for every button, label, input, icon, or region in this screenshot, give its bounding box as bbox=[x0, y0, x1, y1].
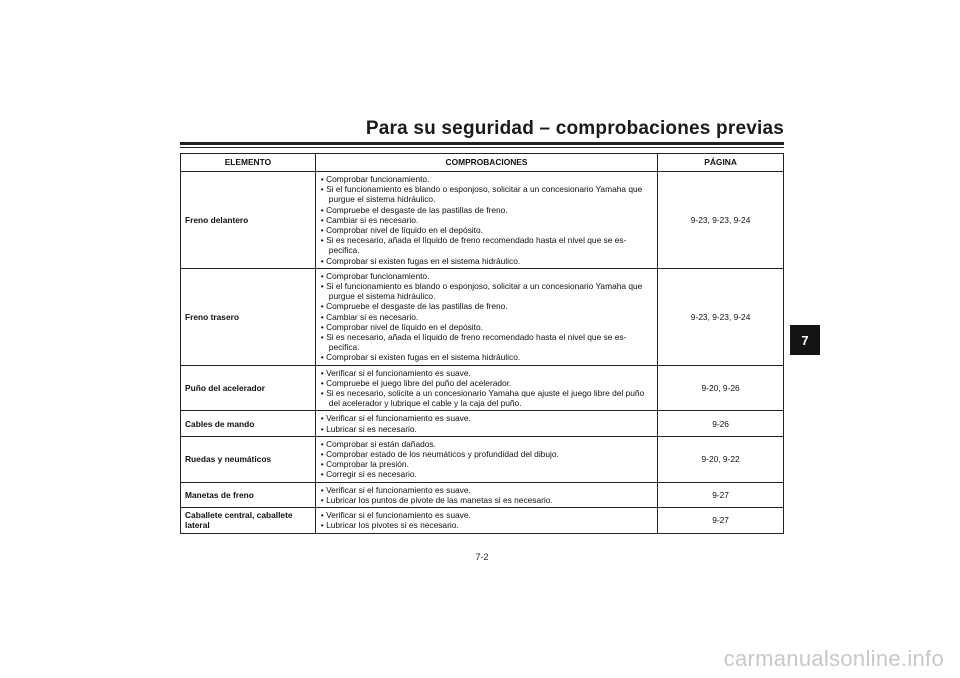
row-element: Freno delantero bbox=[181, 172, 316, 269]
page-number: 7-2 bbox=[475, 552, 489, 562]
check-item: • Corregir si es necesario. bbox=[321, 469, 653, 479]
table-row bbox=[181, 482, 784, 507]
row-page-ref: 9-27 bbox=[658, 482, 784, 507]
table-row bbox=[181, 268, 784, 365]
checks-list bbox=[321, 439, 653, 480]
checks-list bbox=[321, 510, 653, 530]
check-item: • Comprobar estado de los neumáticos y profundidad del dibujo. bbox=[321, 449, 653, 459]
check-item: • Cambiar si es necesario. bbox=[321, 215, 653, 225]
row-checks bbox=[315, 411, 657, 436]
checks-list bbox=[321, 368, 653, 409]
check-item: • Verificar si el funcionamiento es suave. bbox=[321, 485, 653, 495]
checks-list bbox=[321, 485, 653, 505]
check-item: • Verificar si el funcionamiento es suave. bbox=[321, 368, 653, 378]
row-page-ref: 9-20, 9-22 bbox=[658, 436, 784, 482]
row-element: Cables de mando bbox=[181, 411, 316, 436]
check-item: • Comprobar nivel de líquido en el depósito. bbox=[321, 225, 653, 235]
check-item: • Lubricar si es necesario. bbox=[321, 424, 653, 434]
check-item: • Compruebe el desgaste de las pastillas de freno. bbox=[321, 301, 653, 311]
check-item: • Si es necesario, añada el líquido de freno recomendado hasta el nivel que se es-pecifica. bbox=[321, 332, 653, 352]
watermark: carmanualsonline.info bbox=[723, 646, 944, 671]
check-item: • Comprobar si existen fugas en el sistema hidráulico. bbox=[321, 352, 653, 362]
header-checks: COMPROBACIONES bbox=[315, 154, 657, 172]
checks-list bbox=[321, 413, 653, 433]
check-item: • Si el funcionamiento es blando o esponjoso, solicitar a un concesionario Yamaha que purgue el sistema hidráulico. bbox=[321, 281, 653, 301]
page-title: Para su seguridad – comprobaciones previas bbox=[365, 118, 784, 139]
check-item: • Si el funcionamiento es blando o esponjoso, solicitar a un concesionario Yamaha que purgue el sistema hidráulico. bbox=[321, 184, 653, 204]
table-row bbox=[181, 508, 784, 533]
row-element: Freno trasero bbox=[181, 268, 316, 365]
row-page-ref: 9-20, 9-26 bbox=[658, 365, 784, 411]
row-page-ref: 9-23, 9-23, 9-24 bbox=[658, 172, 784, 269]
check-item: • Comprobar si están dañados. bbox=[321, 439, 653, 449]
row-checks bbox=[315, 172, 657, 269]
table-row bbox=[181, 411, 784, 436]
check-item: • Compruebe el juego libre del puño del acelerador. bbox=[321, 378, 653, 388]
chapter-tab: 7 bbox=[790, 325, 820, 355]
check-item: • Comprobar funcionamiento. bbox=[321, 174, 653, 184]
check-item: • Comprobar si existen fugas en el sistema hidráulico. bbox=[321, 256, 653, 266]
row-element: Puño del acelerador bbox=[181, 365, 316, 411]
header-page: PÁGINA bbox=[658, 154, 784, 172]
row-element: Manetas de freno bbox=[181, 482, 316, 507]
row-checks bbox=[315, 436, 657, 482]
checks-list bbox=[321, 174, 653, 266]
row-checks bbox=[315, 365, 657, 411]
table-header-row bbox=[181, 154, 784, 172]
title-rule-thick bbox=[180, 142, 784, 145]
check-item: • Lubricar los puntos de pivote de las manetas si es necesario. bbox=[321, 495, 653, 505]
check-item: • Verificar si el funcionamiento es suave. bbox=[321, 510, 653, 520]
check-item: • Compruebe el desgaste de las pastillas de freno. bbox=[321, 205, 653, 215]
pre-operation-checks-table bbox=[180, 153, 784, 534]
title-rule-thin bbox=[180, 147, 784, 148]
row-element: Ruedas y neumáticos bbox=[181, 436, 316, 482]
table-row bbox=[181, 172, 784, 269]
check-item: • Comprobar la presión. bbox=[321, 459, 653, 469]
row-checks bbox=[315, 482, 657, 507]
checks-list bbox=[321, 271, 653, 363]
row-page-ref: 9-23, 9-23, 9-24 bbox=[658, 268, 784, 365]
check-item: • Si es necesario, solicite a un concesionario Yamaha que ajuste el juego libre del puño del acelerador y lubrique el cable y la caja del puño. bbox=[321, 388, 653, 408]
check-item: • Cambiar si es necesario. bbox=[321, 312, 653, 322]
check-item: • Verificar si el funcionamiento es suave. bbox=[321, 413, 653, 423]
row-checks bbox=[315, 268, 657, 365]
check-item: • Comprobar funcionamiento. bbox=[321, 271, 653, 281]
table-row bbox=[181, 365, 784, 411]
check-item: • Comprobar nivel de líquido en el depósito. bbox=[321, 322, 653, 332]
row-checks bbox=[315, 508, 657, 533]
header-element: ELEMENTO bbox=[181, 154, 316, 172]
check-item: • Si es necesario, añada el líquido de freno recomendado hasta el nivel que se es-pecifica. bbox=[321, 235, 653, 255]
row-page-ref: 9-26 bbox=[658, 411, 784, 436]
row-element: Caballete central, caballete lateral bbox=[181, 508, 316, 533]
table-row bbox=[181, 436, 784, 482]
row-page-ref: 9-27 bbox=[658, 508, 784, 533]
check-item: • Lubricar los pivotes si es necesario. bbox=[321, 520, 653, 530]
